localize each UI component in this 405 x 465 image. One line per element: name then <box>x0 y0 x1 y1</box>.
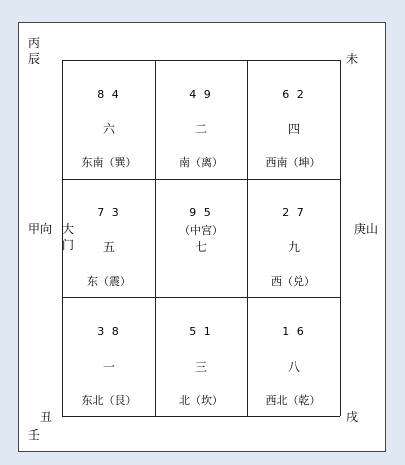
grid-bottom-line <box>62 416 340 417</box>
label-jia-facing: 甲向 <box>28 222 53 236</box>
cell-nw-direction: 西北（乾） <box>265 394 321 407</box>
cell-center-star: 七 <box>194 240 207 254</box>
cell-sw-numbers: 6 2 <box>282 88 306 101</box>
cell-center-label: （中宫） <box>179 224 223 237</box>
cell-se-numbers: 8 4 <box>97 88 121 101</box>
cell-w-numbers: 2 7 <box>282 206 306 219</box>
cell-ne-numbers: 3 8 <box>97 325 121 338</box>
grid-col-line-1 <box>155 60 156 416</box>
label-door-da: 大 <box>62 222 75 236</box>
label-ren: 壬 <box>28 428 41 442</box>
grid-right-line <box>340 60 341 416</box>
label-wei: 未 <box>346 52 359 66</box>
cell-s-numbers: 4 9 <box>189 88 213 101</box>
grid-col-line-2 <box>247 60 248 416</box>
cell-nw-star: 八 <box>287 360 300 374</box>
grid-row-line-1 <box>62 179 340 180</box>
cell-e-numbers: 7 3 <box>97 206 121 219</box>
cell-se-direction: 东南（巽） <box>81 156 137 169</box>
cell-e-star: 五 <box>102 240 115 254</box>
label-xu: 戌 <box>346 410 359 424</box>
cell-n-direction: 北（坎） <box>179 394 223 407</box>
cell-e-direction: 东（震） <box>87 275 131 288</box>
cell-sw-star: 四 <box>287 122 300 136</box>
cell-w-direction: 西（兑） <box>271 275 315 288</box>
cell-s-star: 二 <box>194 122 207 136</box>
cell-center-numbers: 9 5 <box>189 206 213 219</box>
label-chou: 丑 <box>40 410 53 424</box>
cell-n-numbers: 5 1 <box>189 325 213 338</box>
label-door-men: 门 <box>62 238 75 252</box>
cell-s-direction: 南（离） <box>179 156 223 169</box>
label-chen: 辰 <box>28 52 41 66</box>
cell-w-star: 九 <box>287 240 300 254</box>
label-bing: 丙 <box>28 36 41 50</box>
grid-top-line <box>62 60 340 61</box>
cell-n-star: 三 <box>194 360 207 374</box>
cell-se-star: 六 <box>102 122 115 136</box>
cell-ne-star: 一 <box>102 360 115 374</box>
cell-ne-direction: 东北（艮） <box>81 394 137 407</box>
cell-nw-numbers: 1 6 <box>282 325 306 338</box>
cell-sw-direction: 西南（坤） <box>265 156 321 169</box>
label-geng-mountain: 庚山 <box>354 222 379 236</box>
grid-row-line-2 <box>62 297 340 298</box>
